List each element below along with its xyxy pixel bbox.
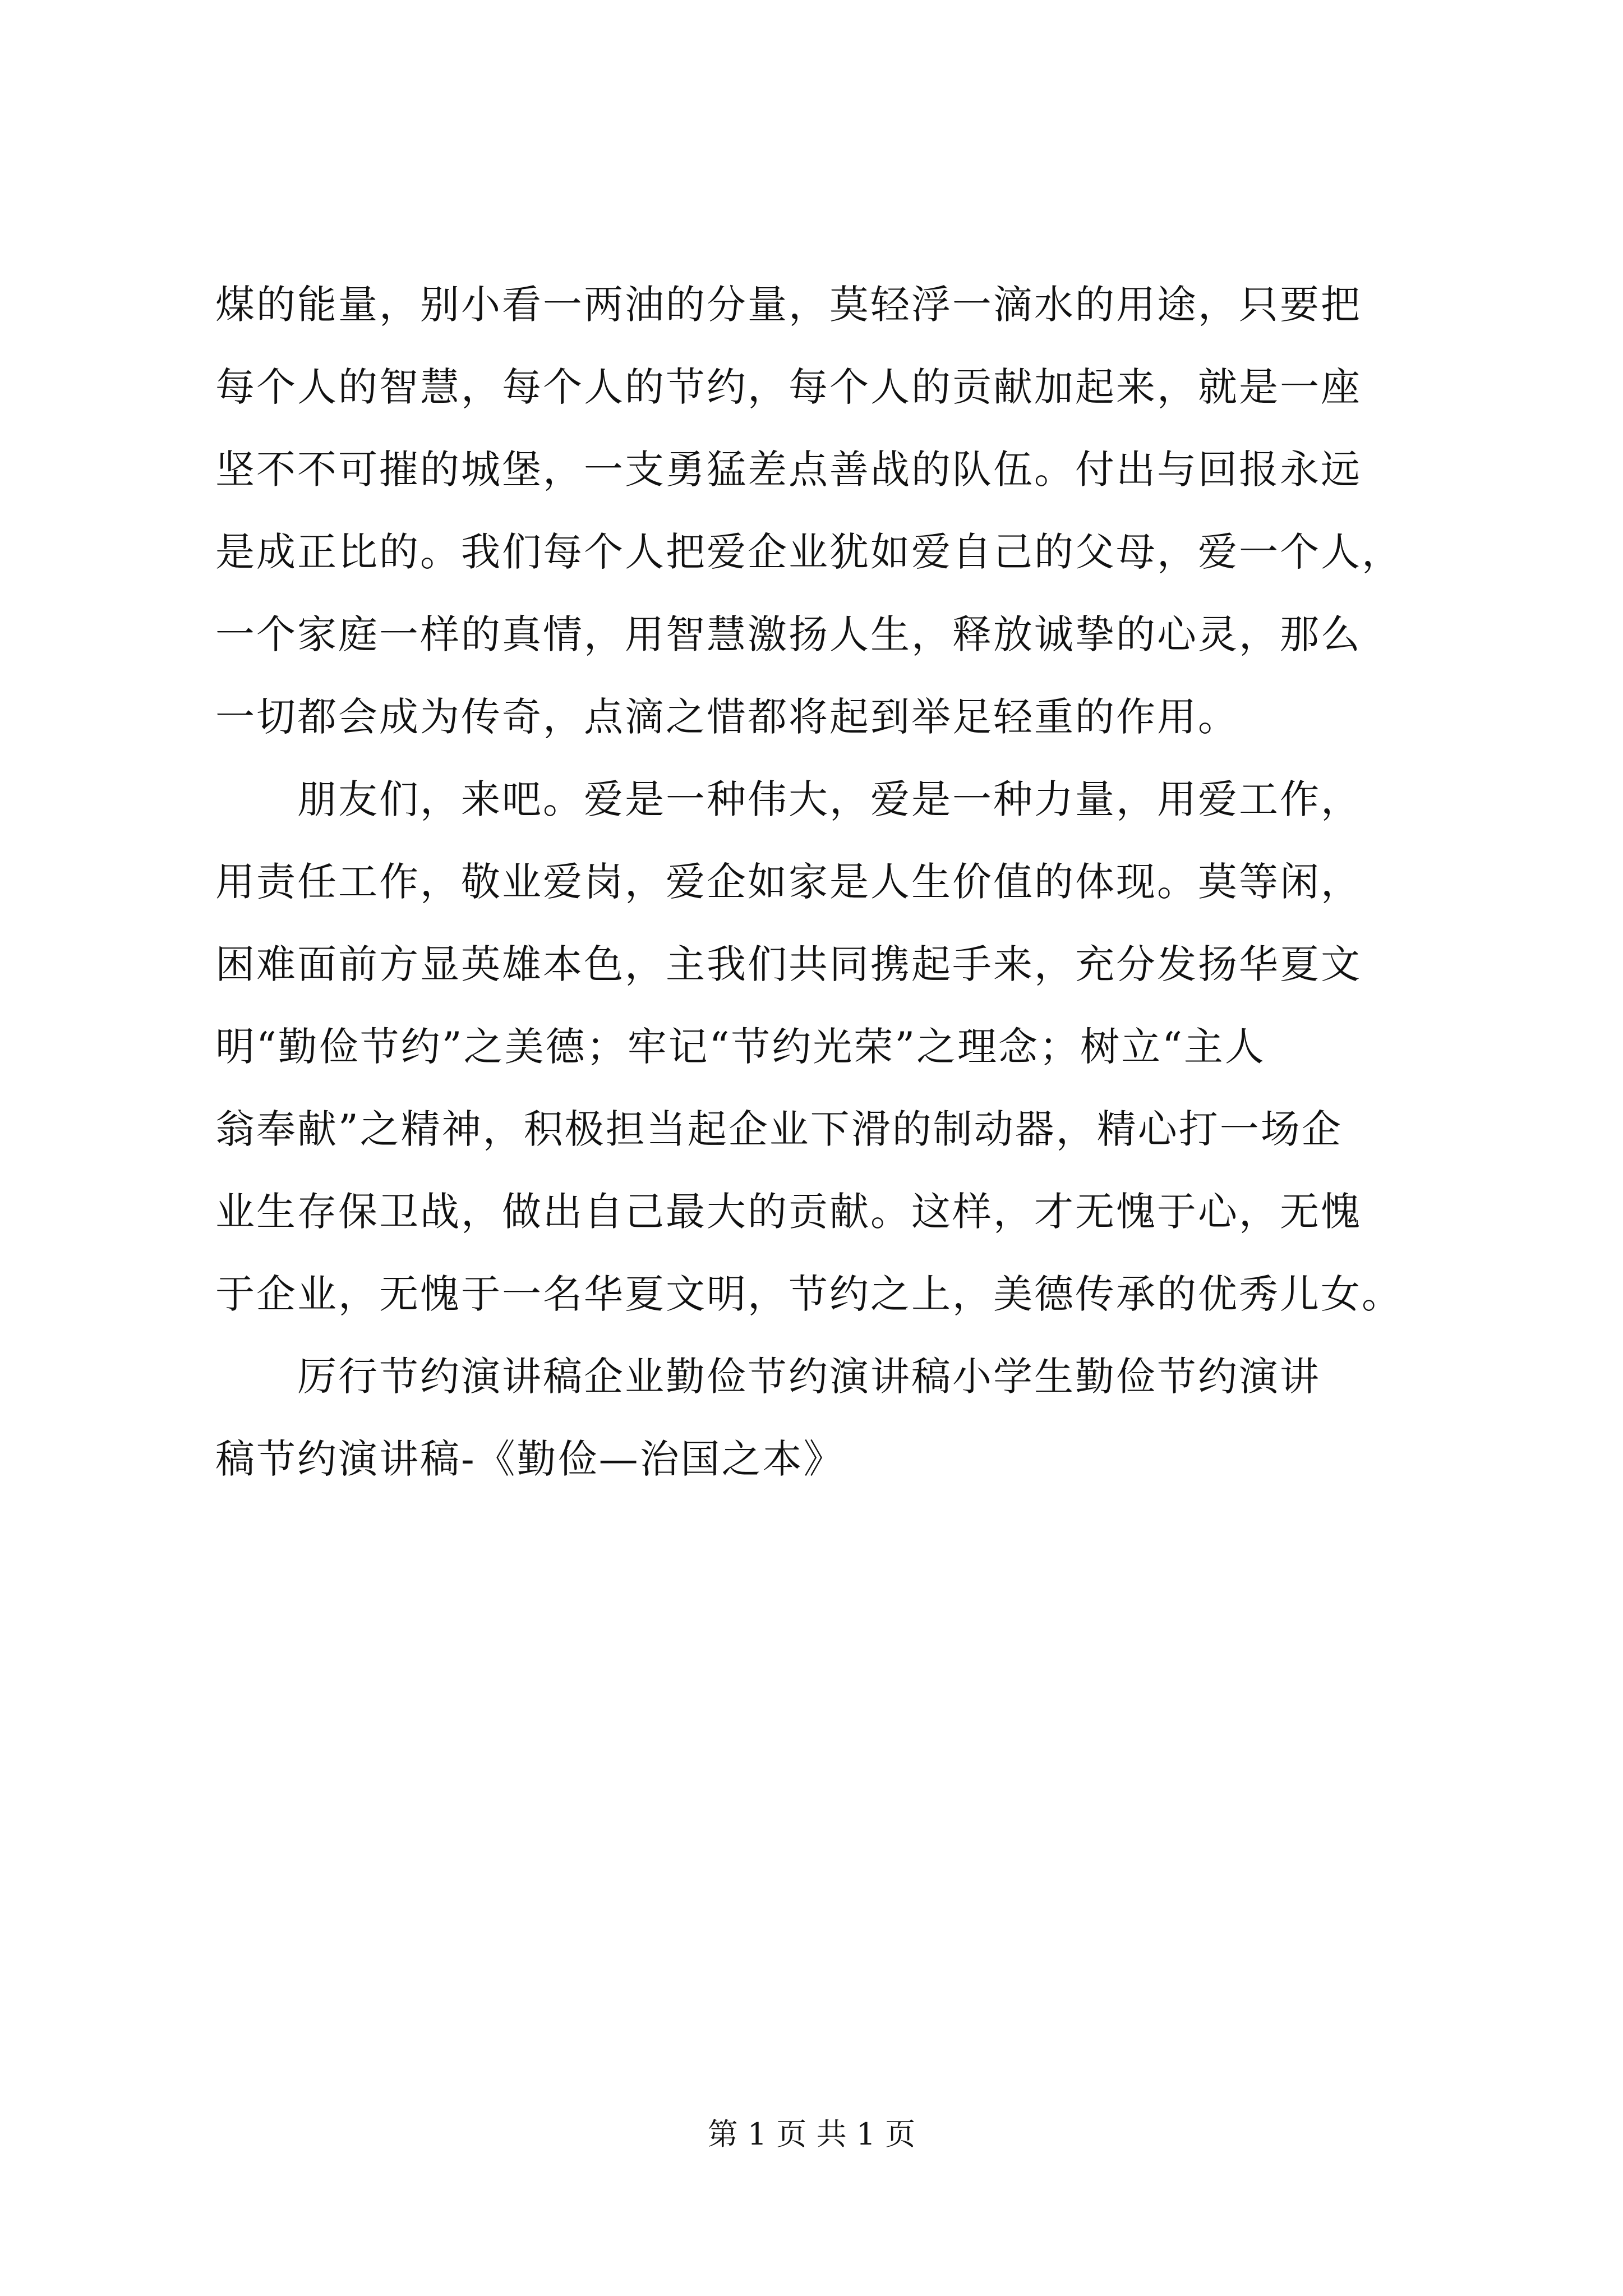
text-line: 于企业，无愧于一名华夏文明，节约之上，美德传承的优秀儿女。 <box>215 1271 1403 1317</box>
text-line: 朋友们，来吧。爱是一种伟大，爱是一种力量，用爱工作， <box>215 776 1362 822</box>
text-line: 一个家庭一样的真情，用智慧激扬人生，释放诚挚的心灵，那么 <box>215 611 1362 657</box>
text-line: 坚不不可摧的城堡，一支勇猛差点善战的队伍。付出与回报永远 <box>215 447 1362 493</box>
text-line: 是成正比的。我们每个人把爱企业犹如爱自己的父母，爱一个人， <box>215 529 1403 575</box>
page-footer: 第 1 页 共 1 页 <box>707 2116 916 2152</box>
text-line: 稿节约演讲稿-《勤俭—治国之本》 <box>215 1436 845 1482</box>
text-line: 每个人的智慧，每个人的节约，每个人的贡献加起来，就是一座 <box>215 364 1362 410</box>
text-line: 煤的能量，别小看一两油的分量，莫轻浮一滴水的用途，只要把 <box>215 282 1362 328</box>
text-line: 用责任工作，敬业爱岗，爱企如家是人生价值的体现。莫等闲， <box>215 859 1362 905</box>
text-line: 明“勤俭节约”之美德；牢记“节约光荣”之理念；树立“主人 <box>215 1024 1266 1070</box>
text-line: 翁奉献”之精神，积极担当起企业下滑的制动器，精心打一场企 <box>215 1106 1343 1152</box>
text-line: 业生存保卫战，做出自己最大的贡献。这样，才无愧于心，无愧 <box>215 1189 1362 1235</box>
document-body <box>215 264 1421 1501</box>
text-line: 困难面前方显英雄本色，主我们共同携起手来，充分发扬华夏文 <box>215 941 1362 987</box>
text-line: 厉行节约演讲稿企业勤俭节约演讲稿小学生勤俭节约演讲 <box>215 1354 1321 1400</box>
text-line: 一切都会成为传奇，点滴之惜都将起到举足轻重的作用。 <box>215 694 1239 740</box>
